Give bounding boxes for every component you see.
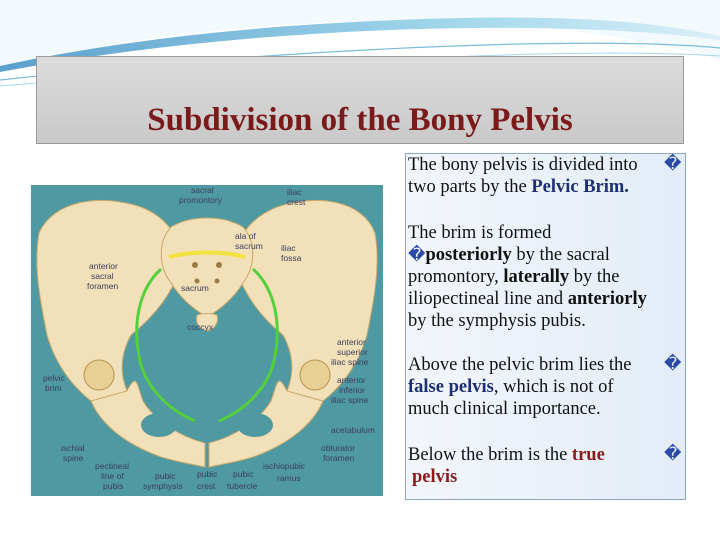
label-anterior-sacral-foramen: anterior (89, 261, 118, 271)
svg-text:pubic (233, 469, 254, 479)
title-banner (36, 56, 684, 144)
label-coccyx: coccyx (187, 322, 213, 332)
svg-text:coccyx (187, 322, 214, 332)
svg-text:acetabulum (331, 425, 375, 435)
label-obturator-foramen: obturator (321, 443, 356, 453)
text-panel (405, 153, 686, 500)
label-pectineal-line: pectineal (95, 461, 130, 471)
svg-text:obturator (321, 443, 355, 453)
svg-text:crest: crest (197, 481, 216, 491)
svg-text:iliac spine: iliac spine (331, 357, 369, 367)
label-ischiopubic-ramus: ischiopubic (263, 461, 306, 471)
svg-text:pubic (155, 471, 176, 481)
term-true-pelvis: true (571, 445, 605, 465)
svg-text:symphysis: symphysis (143, 481, 183, 491)
bullet-glyph-4: � (664, 444, 682, 464)
svg-text:anterior (337, 337, 366, 347)
svg-text:sacrum: sacrum (235, 241, 263, 251)
svg-text:ischial (61, 443, 85, 453)
svg-text:sacral (191, 185, 214, 195)
svg-text:inferior: inferior (339, 385, 365, 395)
paragraph-4: Below the brim is the true pelvis (408, 445, 605, 487)
bullet-glyph-2: � (408, 245, 426, 265)
svg-text:ala of (235, 231, 256, 241)
svg-text:iliac spine: iliac spine (331, 395, 369, 405)
label-pubic-crest: pubic (197, 469, 218, 479)
svg-text:sacrum (181, 283, 209, 293)
svg-text:crest: crest (287, 197, 306, 207)
label-pubic-tubercle: pubic (233, 469, 254, 479)
term-pelvic-brim: Pelvic Brim. (531, 177, 629, 197)
bullet-glyph-1: � (664, 154, 682, 174)
svg-text:spine: spine (63, 453, 84, 463)
svg-text:fossa: fossa (281, 253, 302, 263)
svg-text:pubic (197, 469, 218, 479)
svg-text:ischiopubic (263, 461, 306, 471)
svg-text:iliac (287, 187, 302, 197)
svg-text:line of: line of (101, 471, 124, 481)
svg-text:foramen: foramen (323, 453, 355, 463)
right-obturator-foramen (237, 413, 273, 437)
label-iliac-fossa: iliac (281, 243, 296, 253)
label-pubic-symphysis: pubic (155, 471, 176, 481)
paragraph-3: Above the pelvic brim lies the false pelvis, which is not of much clinical importance. (408, 355, 632, 419)
label-iliac-crest: iliac (287, 187, 302, 197)
svg-text:foramen: foramen (87, 281, 119, 291)
svg-text:brim: brim (45, 383, 62, 393)
svg-text:promontory: promontory (179, 195, 222, 205)
svg-text:superior: superior (337, 347, 368, 357)
svg-text:pubis: pubis (103, 481, 124, 491)
label-pelvic-brim: pelvic (43, 373, 65, 383)
label-ala-of-sacrum: ala of (235, 231, 256, 241)
svg-text:tubercle: tubercle (227, 481, 258, 491)
paragraph-1: The bony pelvis is divided into two parts by the Pelvic Brim. (408, 155, 638, 197)
paragraph-2: The brim is formed �posteriorly by the sacral promontory, laterally by the iliopectineal line and anteriorly by the symphysis pubis. (408, 223, 647, 331)
svg-text:ramus: ramus (277, 473, 301, 483)
acetabulum-socket (300, 360, 330, 390)
label-sacral-promontory: sacral (191, 185, 214, 195)
label-sacrum: sacrum (181, 283, 209, 293)
bullet-glyph-3: � (664, 354, 682, 374)
svg-text:iliac (281, 243, 296, 253)
slide-title: Subdivision of the Bony Pelvis (147, 102, 573, 138)
label-ischial-spine: ischial (61, 443, 85, 453)
svg-text:pelvic (43, 373, 65, 383)
left-obturator-foramen (141, 413, 177, 437)
svg-text:sacral: sacral (91, 271, 114, 281)
svg-text:pectineal (95, 461, 129, 471)
svg-text:anterior (337, 375, 366, 385)
label-aiis: anterior (337, 375, 366, 385)
svg-text:anterior (89, 261, 118, 271)
term-false-pelvis: false pelvis (408, 377, 494, 397)
label-asis: anterior (337, 337, 366, 347)
label-acetabulum: acetabulum (331, 425, 375, 435)
pelvis-diagram (31, 185, 383, 496)
